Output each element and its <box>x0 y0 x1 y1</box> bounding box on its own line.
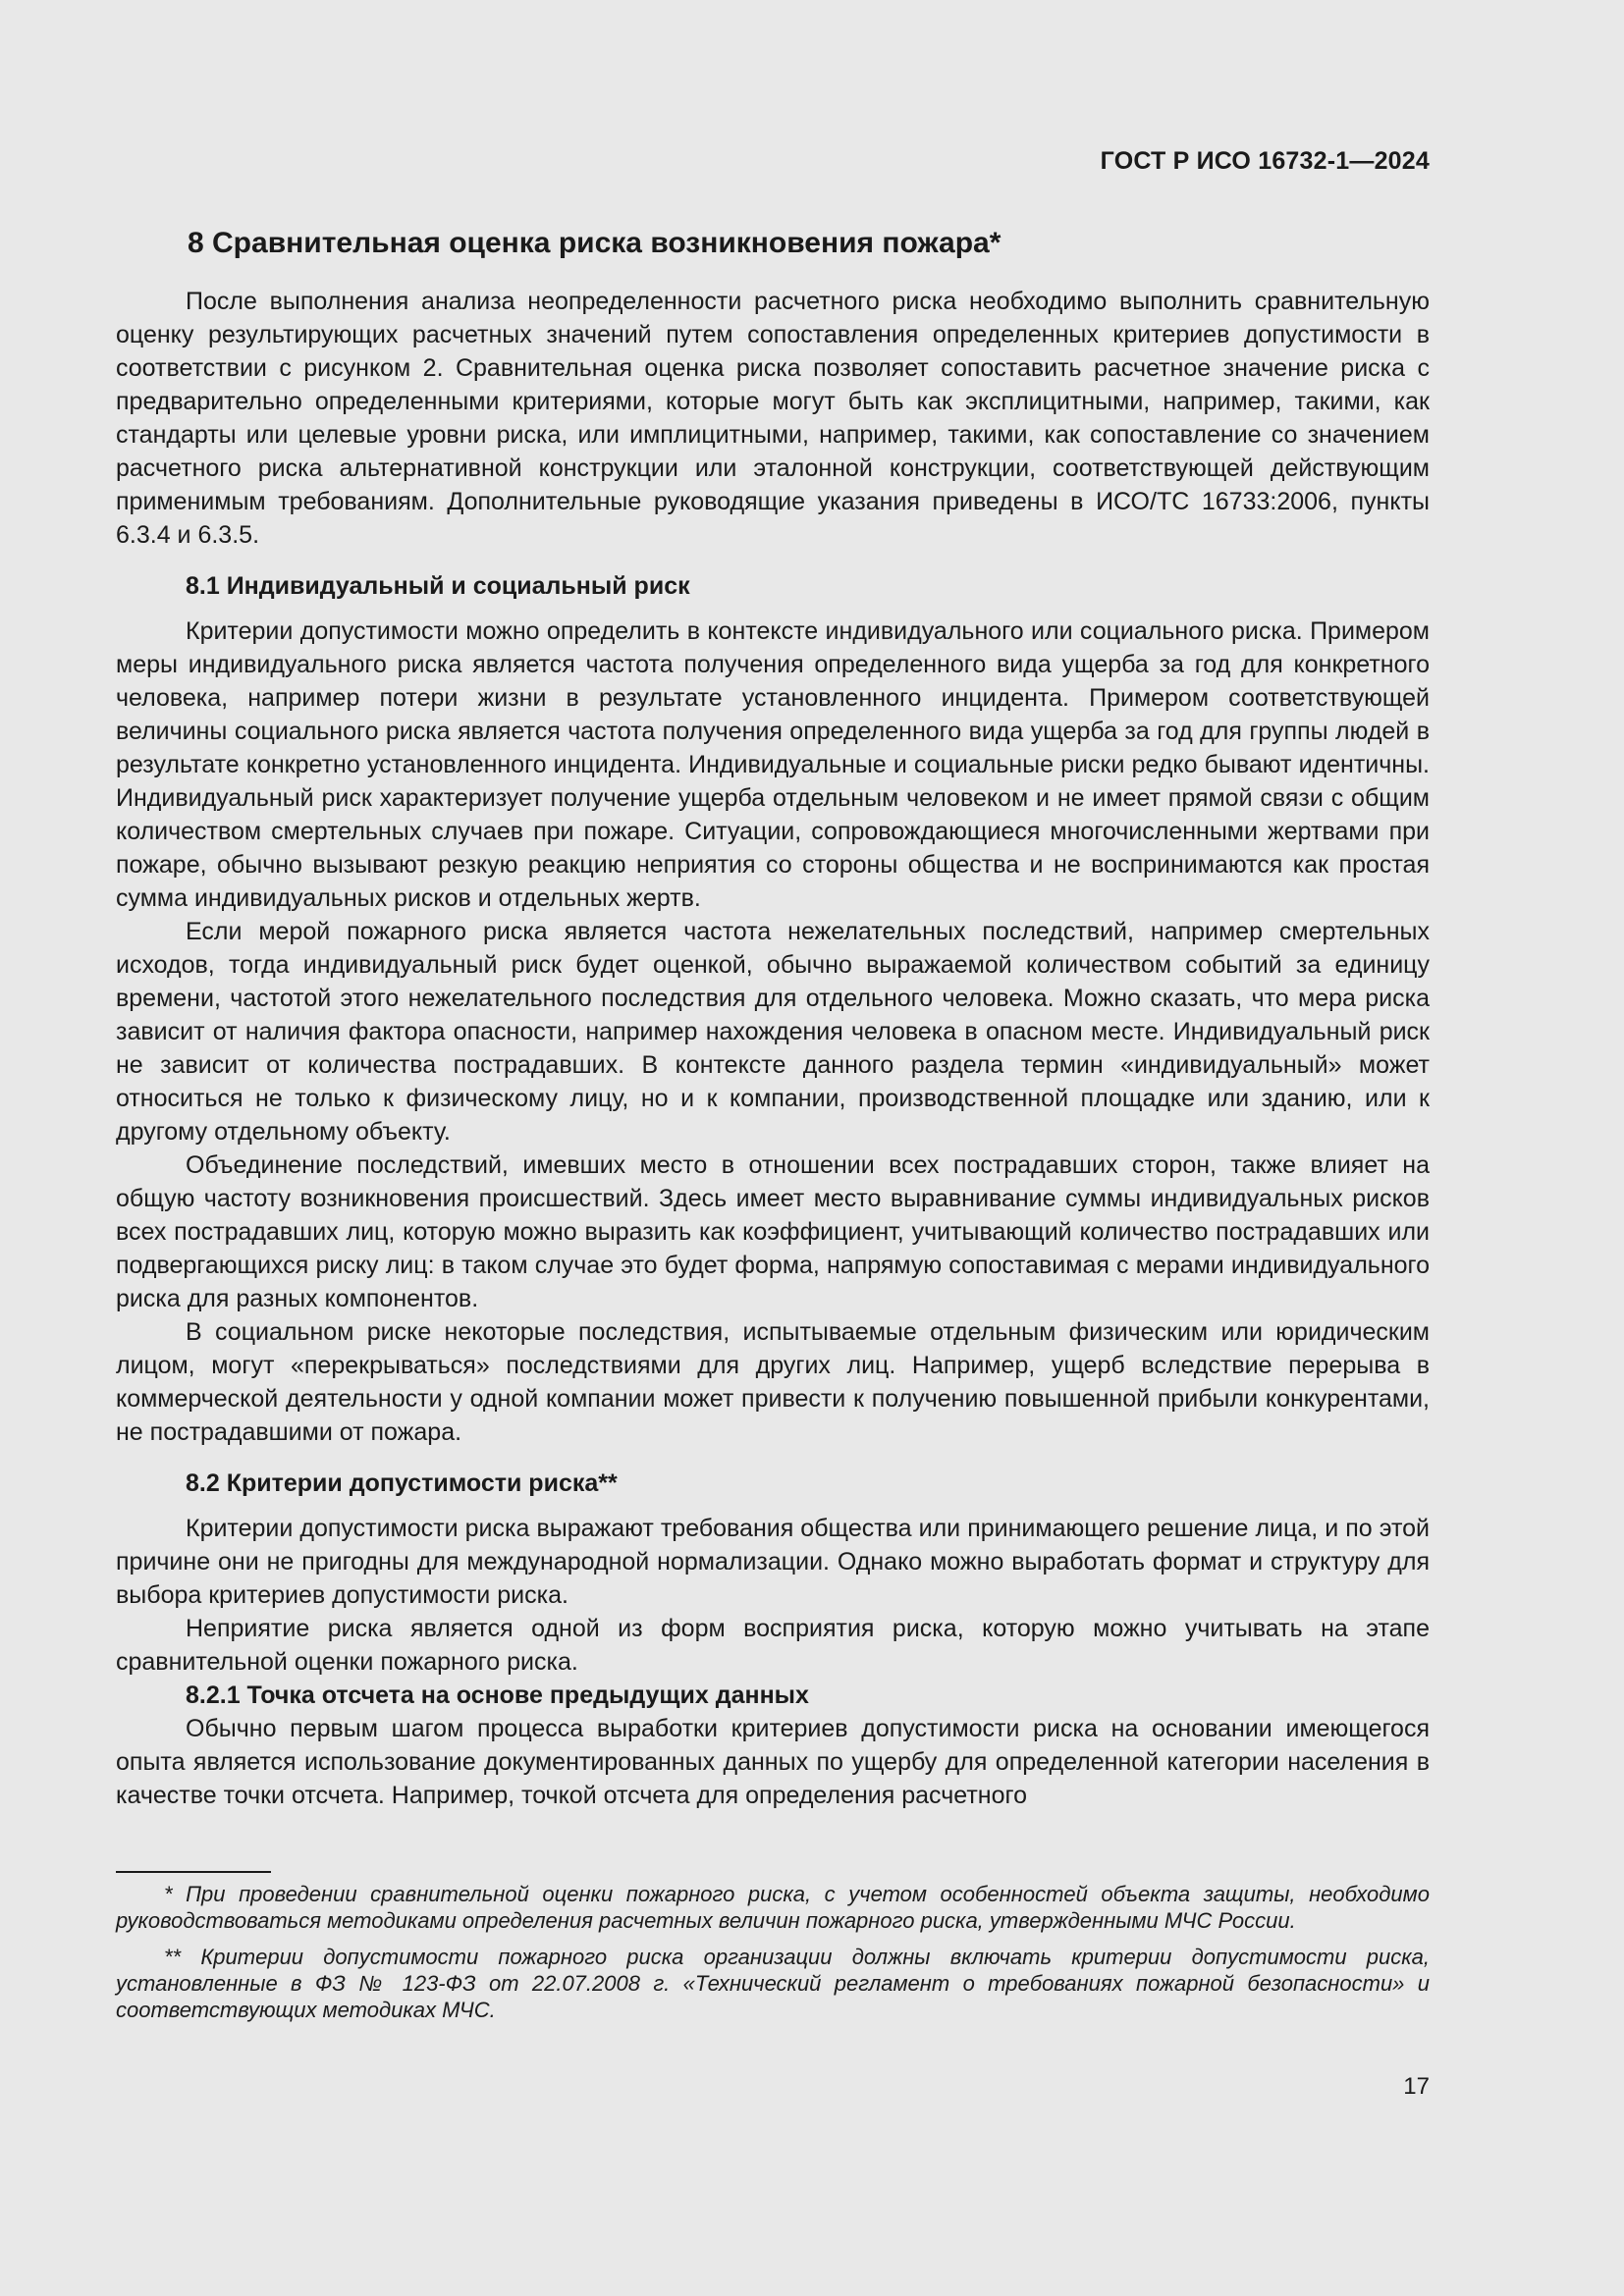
footnote-divider <box>116 1871 271 1873</box>
section-8-2-1-heading: 8.2.1 Точка отсчета на основе предыдущих данных <box>186 1682 809 1709</box>
section-8-2-paragraph-1: Критерии допустимости риска выражают требования общества или принимающего решение лица, и по этой причине они не пригодны для международной нормализации. Однако можно выработать формат и структуру для выбора критериев допустимости риска. <box>116 1515 1430 1609</box>
footnote-1: * При проведении сравнительной оценки пожарного риска, с учетом особенностей объекта защиты, необходимо руководствоваться методиками определения расчетных величин пожарного риска, утвержденными МЧС России. <box>116 1882 1430 1933</box>
section-8-heading: 8 Сравнительная оценка риска возникновения пожара* <box>188 227 1001 259</box>
section-8-2-1-paragraph-1: Обычно первым шагом процесса выработки критериев допустимости риска на основании имеющегося опыта является использование документированных данных по ущербу для определенной категории населения в качестве точки отсчета. Например, точкой отсчета для определения расчетного <box>116 1715 1430 1809</box>
section-8-2-paragraph-2: Неприятие риска является одной из форм восприятия риска, которую можно учитывать на этапе сравнительной оценки пожарного риска. <box>116 1615 1430 1676</box>
main-content <box>116 224 1430 1812</box>
document-code-header: ГОСТ Р ИСО 16732-1—2024 <box>1100 147 1430 175</box>
section-8-1-heading: 8.1 Индивидуальный и социальный риск <box>186 572 690 600</box>
section-8-1-paragraph-2: Если мерой пожарного риска является частота нежелательных последствий, например смертельных исходов, тогда индивидуальный риск будет оценкой, обычно выражаемой количеством событий за единицу времени, частотой этого нежелательного последствия для отдельного человека. Можно сказать, что мера риска зависит от наличия фактора опасности, например нахождения человека в опасном месте. Индивидуальный риск не зависит от количества пострадавших. В контексте данного раздела термин «индивидуальный» может относиться не только к физическому лицу, но и к компании, производственной площадке или зданию, или к другому отдельному объекту. <box>116 918 1430 1146</box>
section-8-2-heading: 8.2 Критерии допустимости риска** <box>186 1469 618 1497</box>
page-number: 17 <box>1403 2073 1430 2100</box>
section-8-paragraph-1: После выполнения анализа неопределенности расчетного риска необходимо выполнить сравнительную оценку результирующих расчетных значений путем сопоставления определенных критериев допустимости в соответствии с рисунком 2. Сравнительная оценка риска позволяет сопоставить расчетное значение риска с предварительно определенными критериями, которые могут быть как эксплицитными, например, такими, как стандарты или целевые уровни риска, или имплицитными, например, такими, как сопоставление со значением расчетного риска альтернативной конструкции или эталонной конструкции, соответствующей действующим применимым требованиям. Дополнительные руководящие указания приведены в ИСО/ТС 16733:2006, пункты 6.3.4 и 6.3.5. <box>116 288 1430 549</box>
footnotes <box>116 1871 1430 2033</box>
section-8-1-paragraph-3: Объединение последствий, имевших место в отношении всех пострадавших сторон, также влияет на общую частоту возникновения происшествий. Здесь имеет место выравнивание суммы индивидуальных рисков всех пострадавших лиц, которую можно выразить как коэффициент, учитывающий количество пострадавших или подвергающихся риску лиц: в таком случае это будет форма, напрямую сопоставимая с мерами индивидуального риска для разных компонентов. <box>116 1151 1430 1312</box>
footnote-2: ** Критерии допустимости пожарного риска организации должны включать критерии допустимости риска, установленные в ФЗ № 123-ФЗ от 22.07.2008 г. «Технический регламент о требованиях пожарной безопасности» и соответствующих методиках МЧС. <box>116 1945 1430 2022</box>
document-page <box>116 0 1430 2296</box>
section-8-1-paragraph-4: В социальном риске некоторые последствия, испытываемые отдельным физическим или юридическим лицом, могут «перекрываться» последствиями для других лиц. Например, ущерб вследствие перерыва в коммерческой деятельности у одной компании может привести к получению повышенной прибыли конкурентами, не пострадавшими от пожара. <box>116 1318 1430 1446</box>
section-8-1-paragraph-1: Критерии допустимости можно определить в контексте индивидуального или социального риска. Примером меры индивидуального риска является частота получения определенного вида ущерба за год для конкретного человека, например потери жизни в результате установленного инцидента. Примером соответствующей величины социального риска является частота получения определенного вида ущерба за год для группы людей в результате конкретно установленного инцидента. Индивидуальные и социальные риски редко бывают идентичны. Индивидуальный риск характеризует получение ущерба отдельным человеком и не имеет прямой связи с общим количеством смертельных случаев при пожаре. Ситуации, сопровождающиеся многочисленными жертвами при пожаре, обычно вызывают резкую реакцию неприятия со стороны общества и не воспринимаются как простая сумма индивидуальных рисков и отдельных жертв. <box>116 617 1430 912</box>
